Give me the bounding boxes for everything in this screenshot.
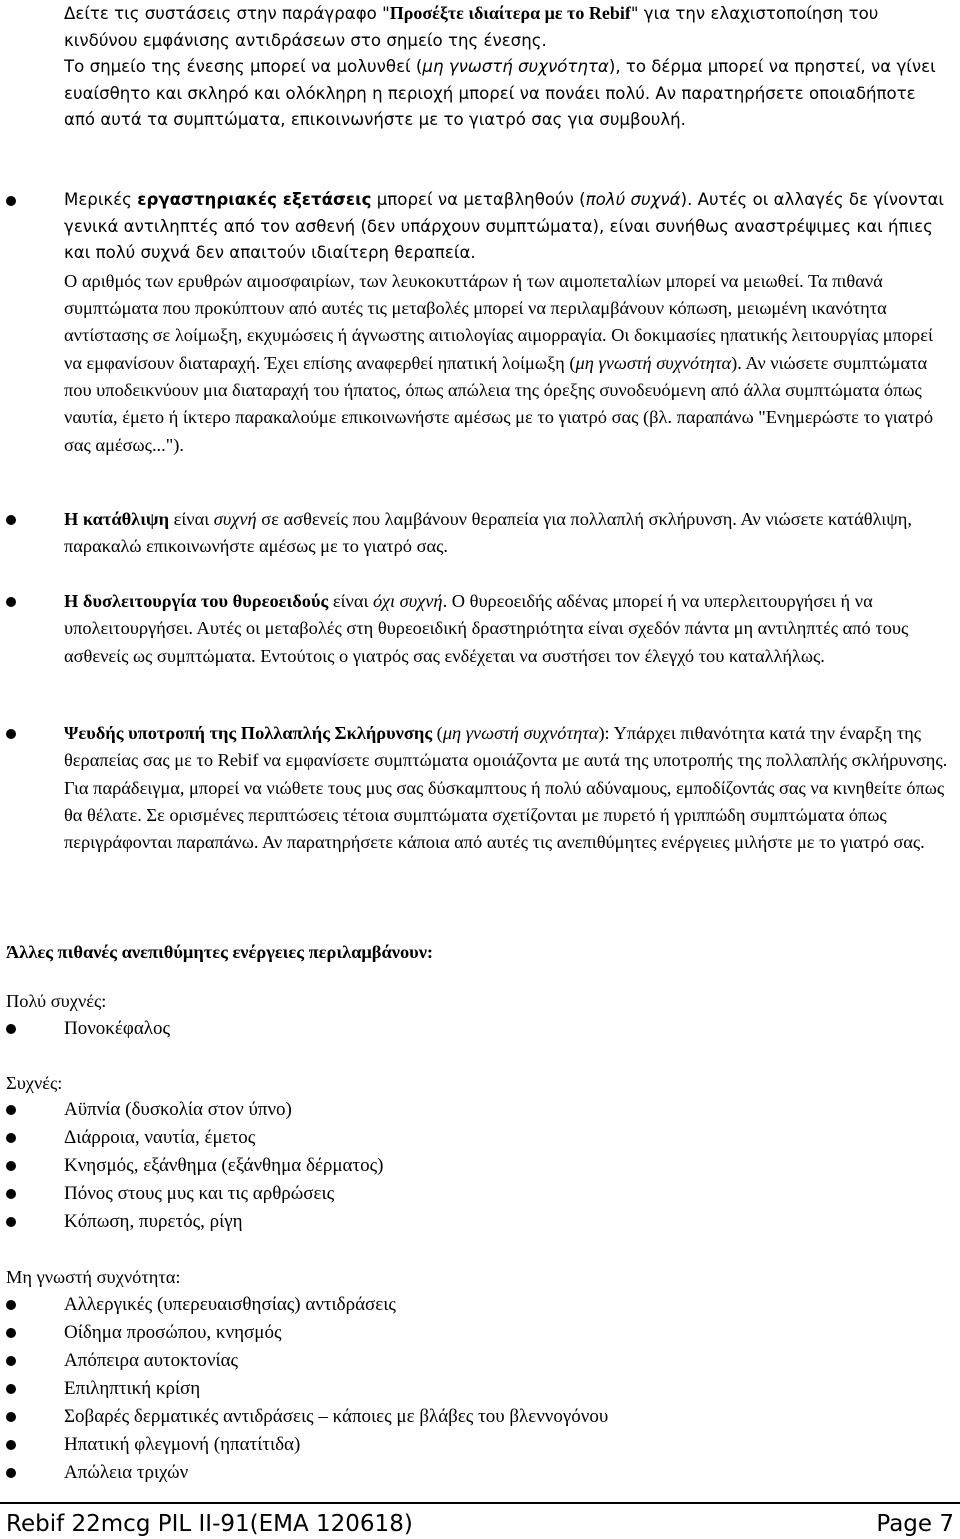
- other-effects-heading: Άλλες πιθανές ανεπιθύμητες ενέργειες περιλαμβάνουν:: [6, 942, 434, 962]
- bullet-icon: [6, 1356, 16, 1366]
- list-item: Διάρροια, ναυτία, έμετος: [0, 1124, 960, 1152]
- thyroid-item: [0, 588, 960, 670]
- bullet-icon: [6, 1133, 16, 1143]
- depression-text: Η κατάθλιψη είναι συχνή σε ασθενείς που λαμβάνουν θεραπεία για πολλαπλή σκλήρυνση. Αν νιώσετε κατάθλιψη, παρακαλώ επικοινωνήστε αμέσως με το γιατρό σας.: [64, 509, 912, 557]
- very-common-label: Πολύ συχνές:: [6, 991, 107, 1011]
- lab-tests-item: [0, 187, 960, 459]
- list-item: Οίδημα προσώπου, κνησμός: [0, 1319, 960, 1347]
- intro-text-2: Το σημείο της ένεσης μπορεί να μολυνθεί (μη γνωστή συχνότητα), το δέρμα μπορεί να πρηστεί, να γίνει ευαίσθητο και σκληρό και ολόκληρη η περιοχή μπορεί να πονάει πολύ. Αν παρατηρήσετε οποιαδήποτε από αυτά τα συμπτώματα, επικοινωνήστε με το γιατρό σας για συμβουλή.: [64, 57, 936, 130]
- list-item: Κόπωση, πυρετός, ρίγη: [0, 1208, 960, 1236]
- list-item: Επιληπτική κρίση: [0, 1375, 960, 1403]
- bullet-icon: [6, 1412, 16, 1422]
- unknown-frequency-label: Μη γνωστή συχνότητα:: [6, 1267, 181, 1287]
- list-item: Απώλεια τριχών: [0, 1459, 960, 1487]
- list-item: Ηπατική φλεγμονή (ηπατίτιδα): [0, 1431, 960, 1459]
- footer-page-number: Page 7: [876, 1511, 954, 1537]
- footer-document-id: Rebif 22mcg PIL II-91(EMA 120618): [6, 1511, 413, 1537]
- intro-paragraph: [0, 0, 960, 134]
- list-item: Απόπειρα αυτοκτονίας: [0, 1347, 960, 1375]
- bullet-icon: [6, 1189, 16, 1199]
- footer-divider: [0, 1502, 960, 1504]
- blood-liver-text: Ο αριθμός των ερυθρών αιμοσφαιρίων, των λευκοκυττάρων ή των αιμοπεταλίων μπορεί να μειωθεί. Τα πιθανά συμπτώματα που προκύπτουν από αυτές τις μεταβολές μπορεί να περιλαμβάνουν κόπωση, μειωμένη ικανότητα αντίστασης σε λοίμωξη, εκχυμώσεις ή άγνωστης αιτιολογίας αιμορραγία. Οι δοκιμασίες ηπατικής λειτουργίας μπορεί να εμφανίσουν διαταραχή. Έχει επίσης αναφερθεί ηπατική λοίμωξη (μη γνωστή συχνότητα). Αν νιώσετε συμπτώματα που υποδεικνύουν μια διαταραχή του ήπατος, όπως απώλεια της όρεξης συνοδευόμενη από άλλα συμπτώματα όπως ναυτία, έμετο ή ίκτερο παρακαλούμε επικοινωνήστε αμέσως με το γιατρό σας (βλ. παραπάνω "Ενημερώστε το γιατρό σας αμέσως...").: [64, 270, 934, 455]
- list-item: Αϋπνία (δυσκολία στον ύπνο): [0, 1096, 960, 1124]
- bullet-icon: [6, 1161, 16, 1171]
- list-item: Πόνος στους μυς και τις αρθρώσεις: [0, 1180, 960, 1208]
- bullet-icon: [6, 1105, 16, 1115]
- bullet-icon: [6, 1468, 16, 1478]
- lab-tests-text: Μερικές εργαστηριακές εξετάσεις μπορεί να μεταβληθούν (πολύ συχνά). Αυτές οι αλλαγές δε γίνονται γενικά αντιληπτές από τον ασθενή (δεν υπάρχουν συμπτώματα), είναι συνήθως αναστρέψιμες και ήπιες και πολύ συχνά δεν απαιτούν ιδιαίτερη θεραπεία.: [64, 190, 945, 263]
- list-item: Σοβαρές δερματικές αντιδράσεις – κάποιες με βλάβες του βλεννογόνου: [0, 1403, 960, 1431]
- list-item: Αλλεργικές (υπερευαισθησίας) αντιδράσεις: [0, 1291, 960, 1319]
- bullet-icon: [6, 1024, 16, 1034]
- pseudo-relapse-text: Ψευδής υποτροπή της Πολλαπλής Σκλήρυνσης (μη γνωστή συχνότητα): Υπάρχει πιθανότητα κατά την έναρξη της θεραπείας σας με το Rebif να εμφανίσετε συμπτώματα ομοιάζοντα με αυτά της υποτροπής της πολλαπλής σκλήρυνσης. Για παράδειγμα, μπορεί να νιώθετε τους μυς σας δύσκαμπτους ή πολύ αδύναμους, εμποδίζοντάς σας να κινηθείτε όπως θα θέλατε. Σε ορισμένες περιπτώσεις τέτοια συμπτώματα σχετίζονται με πυρετό ή γριππώδη συμπτώματα όπως περιγράφονται παραπάνω. Αν παρατηρήσετε κάποια από αυτές τις ανεπιθύμητες ενέργειες μιλήστε με το γιατρό σας.: [64, 723, 948, 853]
- pseudo-relapse-item: [0, 720, 960, 856]
- depression-item: [0, 506, 960, 561]
- bullet-icon: [6, 1300, 16, 1310]
- bullet-icon: [6, 1384, 16, 1394]
- list-item: Πονοκέφαλος: [0, 1015, 960, 1043]
- list-item: Κνησμός, εξάνθημα (εξάνθημα δέρματος): [0, 1152, 960, 1180]
- common-label: Συχνές:: [6, 1073, 63, 1093]
- intro-bold-ref: Προσέξτε ιδιαίτερα με το Rebif: [389, 3, 631, 23]
- bullet-icon: [6, 1440, 16, 1450]
- bullet-icon: [6, 1328, 16, 1338]
- intro-text-1: Δείτε τις συστάσεις στην παράγραφο "Προσέξτε ιδιαίτερα με το Rebif" για την ελαχιστοποίηση του κινδύνου εμφάνισης αντιδράσεων στο σημείο της ένεσης.: [64, 3, 879, 50]
- bullet-icon: [6, 1217, 16, 1227]
- thyroid-text: Η δυσλειτουργία του θυρεοειδούς είναι όχι συχνή. Ο θυρεοειδής αδένας μπορεί ή να υπερλειτουργήσει ή να υπολειτουργήσει. Αυτές οι μεταβολές στη θυρεοειδική δραστηριότητα είναι σχεδόν πάντα μη αντιληπτές από τους ασθενείς ως συμπτώματα. Εντούτοις ο γιατρός σας ενδέχεται να συστήσει τον έλεγχό του καταλλήλως.: [64, 591, 909, 666]
